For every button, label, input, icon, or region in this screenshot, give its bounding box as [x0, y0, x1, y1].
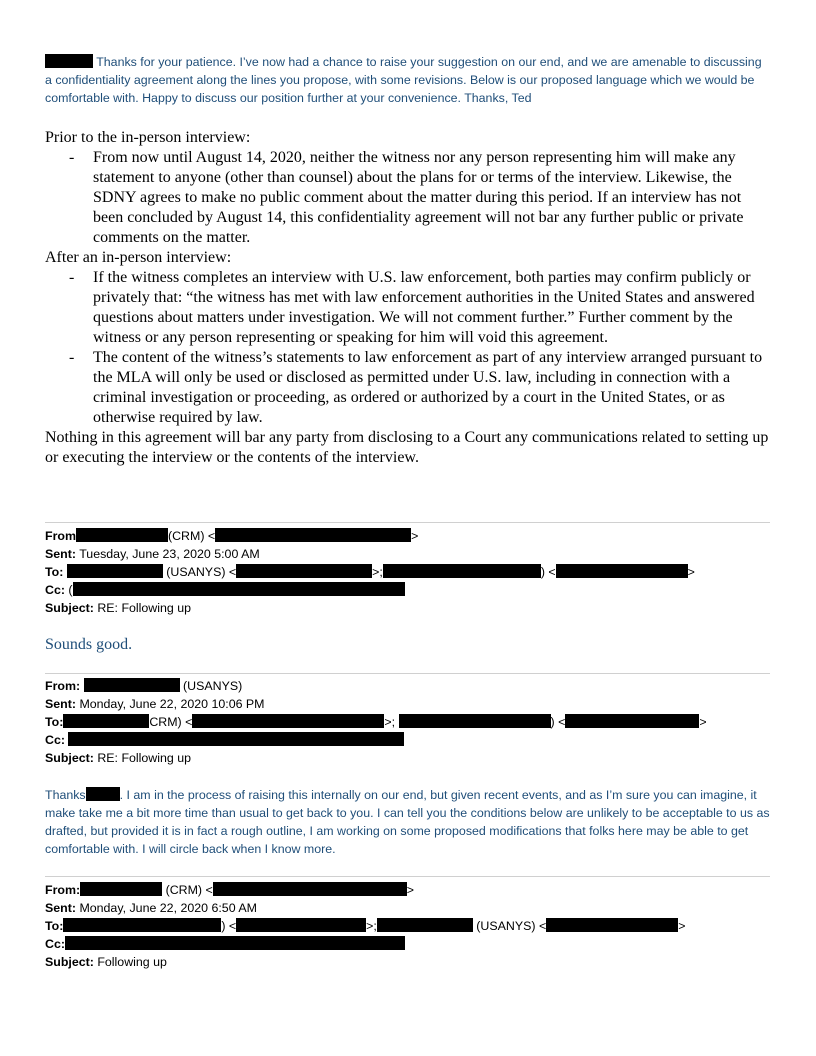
redaction [67, 564, 163, 578]
email1-subject [45, 599, 770, 617]
redaction [377, 918, 473, 932]
to-label: To: [45, 715, 64, 729]
after-item-2 [45, 348, 770, 428]
sent-value: Tuesday, June 23, 2020 5:00 AM [79, 547, 260, 561]
to-mid: ) < [540, 565, 556, 579]
after-item-text: If the witness completes an interview with U.S. law enforcement, both parties may confirm publicly or privately that: “the witness has met with law enforcement authorities in the United States and answered questions about matters under investigation. We will not comment further.” Further comment by the witness or any person representing or speaking for him will void this agreement. [93, 269, 755, 346]
email1-cc [45, 581, 770, 599]
redaction [86, 787, 120, 801]
email2-header [45, 677, 770, 767]
from-org: (USANYS) [183, 679, 243, 693]
cc-label: Cc: [45, 937, 65, 951]
from-label: From: [45, 679, 81, 693]
email3-sent [45, 899, 770, 917]
redaction [213, 882, 407, 896]
subject-label: Subject: [45, 601, 94, 615]
redaction [76, 528, 168, 542]
email3-to [45, 917, 770, 935]
heading-before: Prior to the in-person interview: [45, 129, 251, 146]
to-sep: >; [384, 715, 396, 729]
to-label: To: [45, 919, 64, 933]
subject-value: RE: Following up [97, 601, 192, 615]
email1-to [45, 563, 770, 581]
cc-label: Cc: [45, 733, 65, 747]
subject-label: Subject: [45, 955, 94, 969]
redaction [80, 882, 162, 896]
after-item-text: The content of the witness’s statements to law enforcement as part of any interview arranged pursuant to the MLA will only be used or disclosed as permitted under U.S. law, including in connection with a criminal investigation or proceeding, as ordered or authorized by a court in the United States, or as otherwise required by law. [93, 349, 763, 426]
redaction [399, 714, 551, 728]
subject-label: Subject: [45, 751, 94, 765]
bracket: > [687, 565, 695, 579]
agreement [45, 128, 770, 468]
redaction [45, 54, 93, 68]
separator [45, 522, 770, 523]
sent-label: Sent: [45, 547, 76, 561]
redaction [383, 564, 541, 578]
to-org: CRM) < [149, 715, 193, 729]
to-label: To: [45, 565, 64, 579]
email1-body: Sounds good. [45, 636, 133, 653]
sent-label: Sent: [45, 901, 76, 915]
before-item-text: From now until August 14, 2020, neither the witness nor any person representing him will make any statement to anyone (other than counsel) about the plans for or terms of the interview. Likewise, the SDNY agrees to make no public comment about the matter during this period. If an interview has not been concluded by August 14, this confidentiality agreement will not bar any further public or private comments on the matter. [93, 149, 744, 246]
separator [45, 673, 770, 674]
email3-header [45, 881, 770, 971]
email2-body [45, 786, 770, 858]
body-text: . I am in the process of raising this internally on our end, but given recent events, and as I’m sure you can imagine, it make take me a bit more time than usual to get back to you. I can tell you the conditions below are unlikely to be acceptable to us as drafted, but provided it is in fact a rough outline, I am working on some proposed modifications that folks here may be able to get comfortable with. I will circle back when I know more. [45, 788, 770, 856]
intro-text: Thanks for your patience. I’ve now had a chance to raise your suggestion on our end, and we are amenable to discussing a confidentiality agreement along the lines you propose, with some revisions. Below is our proposed language which we would be comfortable with. Happy to discuss our position further at your convenience. Thanks, Ted [45, 55, 762, 105]
email2-to [45, 713, 770, 731]
to-mid: ) < [550, 715, 566, 729]
before-item-1 [45, 148, 770, 248]
redaction [215, 528, 411, 542]
from-label: From: [45, 883, 81, 897]
redaction [236, 918, 366, 932]
to-sep: >; [366, 919, 377, 933]
redaction [192, 714, 384, 728]
to-sep: >; [372, 565, 383, 579]
to-org: (USANYS) < [166, 565, 237, 579]
bracket: > [411, 529, 419, 543]
bullet-dash: - [69, 149, 75, 166]
subject-value: RE: Following up [97, 751, 192, 765]
after-item-1 [45, 268, 770, 348]
intro-paragraph [45, 53, 770, 107]
sent-value: Monday, June 22, 2020 6:50 AM [79, 901, 257, 915]
body-prefix: Thanks [45, 788, 86, 802]
email3-subject [45, 953, 770, 971]
separator [45, 876, 770, 877]
email2-cc [45, 731, 770, 749]
bracket: > [699, 715, 707, 729]
redaction [73, 582, 405, 596]
cc-prefix: ( [68, 583, 73, 597]
redaction [546, 918, 678, 932]
email1-sent [45, 545, 770, 563]
bracket: > [678, 919, 686, 933]
redaction [84, 678, 180, 692]
to-mid: ) < [221, 919, 237, 933]
redaction [65, 936, 405, 950]
redaction [63, 714, 149, 728]
bracket: > [406, 883, 414, 897]
redaction [236, 564, 372, 578]
email2-sent [45, 695, 770, 713]
redaction [556, 564, 688, 578]
redaction [565, 714, 699, 728]
sent-value: Monday, June 22, 2020 10:06 PM [79, 697, 265, 711]
closing-paragraph: Nothing in this agreement will bar any party from disclosing to a Court any communications related to setting up or executing the interview or the contents of the interview. [45, 429, 769, 466]
redaction [63, 918, 221, 932]
email1-from [45, 527, 770, 545]
email3-from [45, 881, 770, 899]
sent-label: Sent: [45, 697, 76, 711]
from-label: From [45, 529, 76, 543]
subject-value: Following up [97, 955, 167, 969]
to-org: (USANYS) < [476, 919, 547, 933]
email3-cc [45, 935, 770, 953]
bullet-dash: - [69, 349, 75, 366]
email2-subject [45, 749, 770, 767]
from-org: (CRM) < [167, 529, 216, 543]
from-org: (CRM) < [165, 883, 213, 897]
redaction [68, 732, 404, 746]
email2-from [45, 677, 770, 695]
heading-after: After an in-person interview: [45, 249, 232, 266]
email1-header [45, 527, 770, 617]
bullet-dash: - [69, 269, 75, 286]
cc-label: Cc: [45, 583, 65, 597]
